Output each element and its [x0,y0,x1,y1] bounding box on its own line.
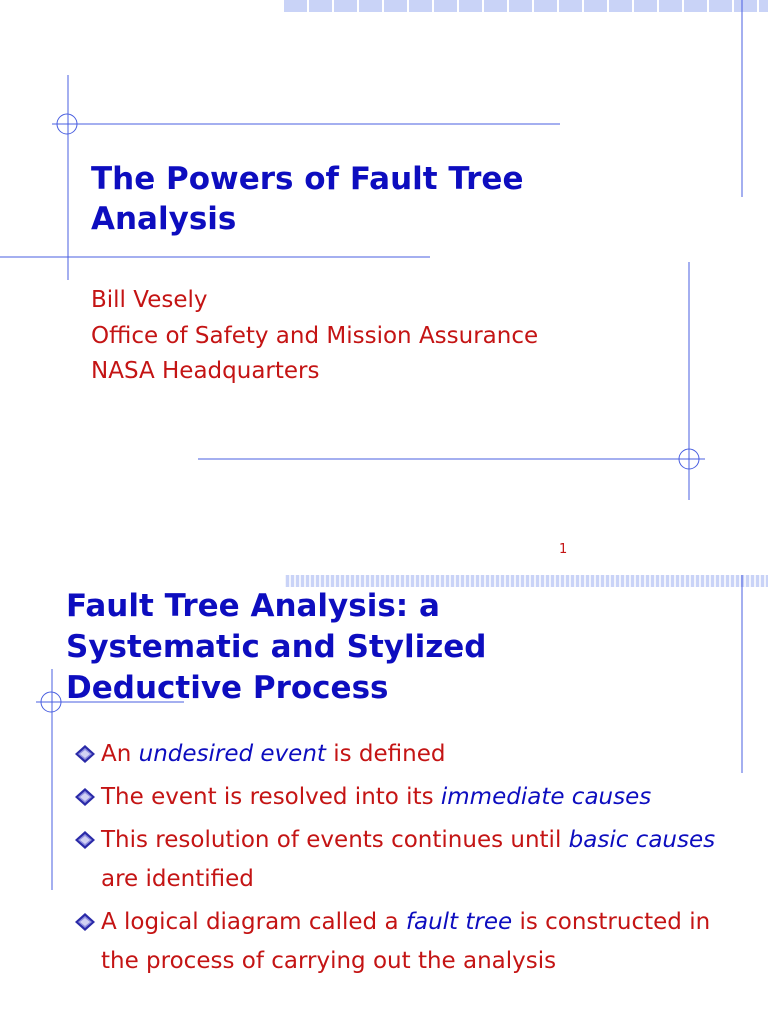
emphasis-text: basic causes [568,827,716,853]
bullet-item: This resolution of events continues until basic causes are identified [72,821,732,899]
slide-1-subtitle [91,283,538,390]
emphasis-text: fault tree [405,909,513,935]
diamond-bullet-icon [73,787,97,807]
diamond-bullet-icon [73,912,97,932]
emphasis-text: undesired event [138,741,326,767]
bullet-item: A logical diagram called a fault tree is constructed in the process of carrying out the analysis [72,903,732,981]
slide-2 [0,575,768,1024]
diamond-bullet-icon [73,830,97,850]
author-office: Office of Safety and Mission Assurance [91,322,539,349]
slide-number: 1 [559,542,568,557]
slide-1-title: The Powers of Fault Tree Analysis [91,161,524,237]
author-organization: NASA Headquarters [91,358,320,384]
checkered-bar [283,0,768,12]
decor-lines [0,0,742,500]
bullet-list [72,735,732,985]
slide-2-title-line-3: Deductive Process [66,670,389,706]
emphasis-text: immediate causes [440,784,652,810]
slide-2-title-line-2: Systematic and Stylized [66,629,487,665]
slide-2-title [66,586,706,709]
slide-2-title-line-1: Fault Tree Analysis: a [66,588,440,624]
author-name: Bill Vesely [91,287,208,313]
diamond-bullet-icon [73,744,97,764]
bullet-item: An undesired event is defined [72,735,732,774]
bullet-item: The event is resolved into its immediate causes [72,778,732,817]
